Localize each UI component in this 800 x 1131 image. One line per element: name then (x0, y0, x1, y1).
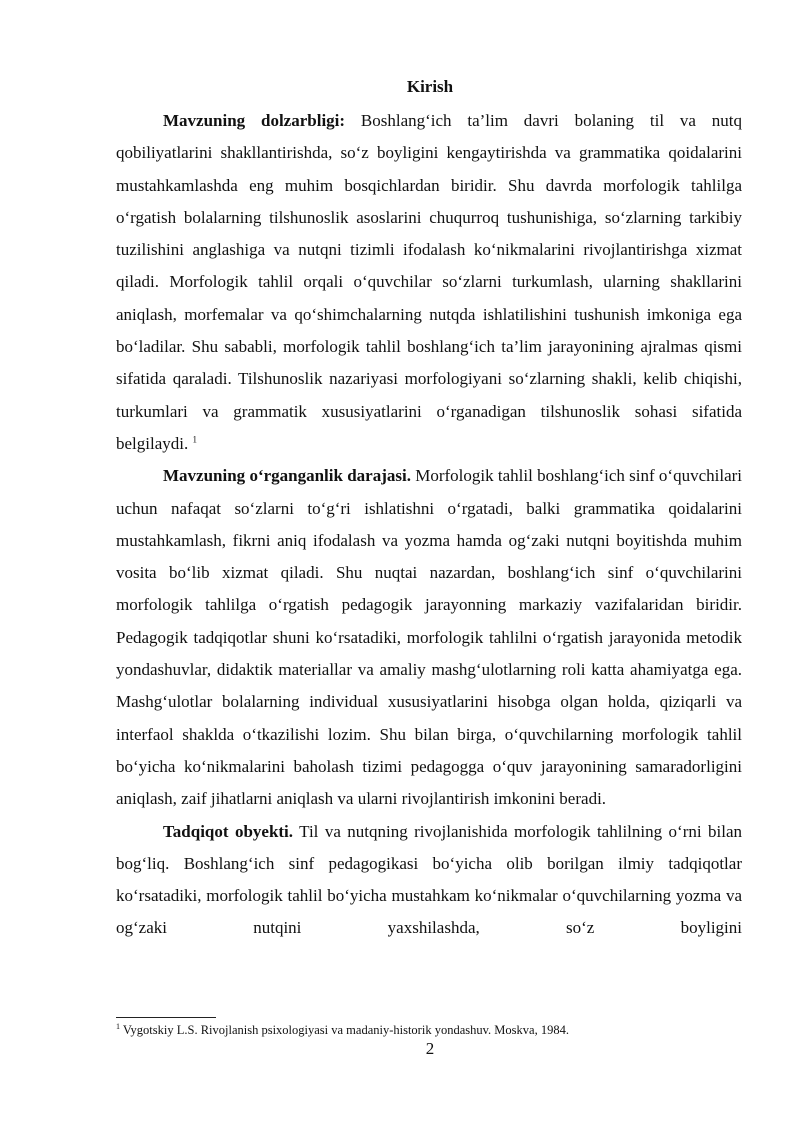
footnote-marker: 1 (116, 1021, 120, 1031)
paragraph-relevance (116, 105, 742, 460)
footnote-reference[interactable]: 1 (192, 434, 197, 445)
footnote-separator (116, 1017, 216, 1018)
paragraph-text: Til va nutqning rivojlanishida morfologik tahlilning o‘rni bilan bog‘liq. Boshlang‘ich sinf pedagogikasi bo‘yicha olib borilgan ilmiy tadqiqotlar ko‘rsatadiki, morfologik tahlil bo‘yicha mustahkam ko‘nikmalar o‘quvchilarning yozma va og‘zaki nutqini yaxshilashda, so‘z boyligini (116, 821, 742, 938)
paragraph-study-level (116, 460, 742, 815)
paragraph-lead: Tadqiqot obyekti. (163, 821, 294, 841)
footnote (116, 1022, 746, 1038)
body-text (116, 105, 742, 945)
paragraph-lead: Mavzuning dolzarbligi: (163, 111, 346, 130)
paragraph-text: Morfologik tahlil boshlang‘ich sinf o‘quvchilari uchun nafaqat so‘zlarni to‘g‘ri ishlatishni o‘rgatadi, balki grammatika qoidalarini mustahkamlash, fikrni aniq ifodalash va yozma hamda og‘zaki nutqni boyitishda muhim vosita bo‘lib xizmat qiladi. Shu nuqtai nazardan, boshlang‘ich sinf o‘quvchilarini morfologik tahlilga o‘rgatish pedagogik jarayonning markaziy vazifalaridan biridir. Pedagogik tadqiqotlar shuni ko‘rsatadiki, morfologik tahlilni o‘rgatish jarayonida metodik yondashuvlar, didaktik materiallar va amaliy mashg‘ulotlarning roli katta ahamiyatga ega. Mashg‘ulotlar bolalarning individual xususiyatlarini hisobga olgan holda, qiziqarli va interfaol shaklda o‘tkazilishi lozim. Shu bilan birga, o‘quvchilarning morfologik tahlil bo‘yicha ko‘nikmalarini baholash tizimi pedagogga o‘quv jarayonining samaradorligini aniqlash, zaif jihatlarni aniqlash va ularni rivojlantirish imkonini beradi. (116, 466, 742, 809)
paragraph-lead: Mavzuning o‘rganganlik darajasi. (163, 466, 411, 486)
paragraph-research-object (116, 816, 742, 945)
page-number: 2 (425, 1039, 435, 1058)
section-heading: Kirish (406, 77, 454, 96)
paragraph-text: Boshlang‘ich ta’lim davri bolaning til va nutq qobiliyatlarini shakllantirishda, so‘z boyligini kengaytirishda va grammatika qoidalarini mustahkamlashda eng muhim bosqichlardan biridir. Shu davrda morfologik tahlilga o‘rgatish bolalarning tilshunoslik asoslarini chuqurroq tushunishiga, so‘zlarning tarkibiy tuzilishini anglashiga va nutqni tizimli ifodalash ko‘nikmalarini rivojlantirishga xizmat qiladi. Morfologik tahlil orqali o‘quvchilar so‘zlarni turkumlash, ularning shakllarini aniqlash, morfemalar va qo‘shimchalarning nutqda ishlatilishini tushunish imkoniga ega bo‘ladilar. Shu sababli, morfologik tahlil boshlang‘ich ta’lim jarayonining ajralmas qismi sifatida qaraladi. Tilshunoslik nazariyasi morfologiyani so‘zlarning shakli, kelib chiqishi, turkumlari va grammatik xususiyatlarini o‘rganadigan tilshunoslik sohasi sifatida belgilaydi. (116, 111, 742, 453)
footnote-text: Vygotskiy L.S. Rivojlanish psixologiyasi va madaniy-historik yondashuv. Moskva, 1984. (120, 1023, 569, 1037)
